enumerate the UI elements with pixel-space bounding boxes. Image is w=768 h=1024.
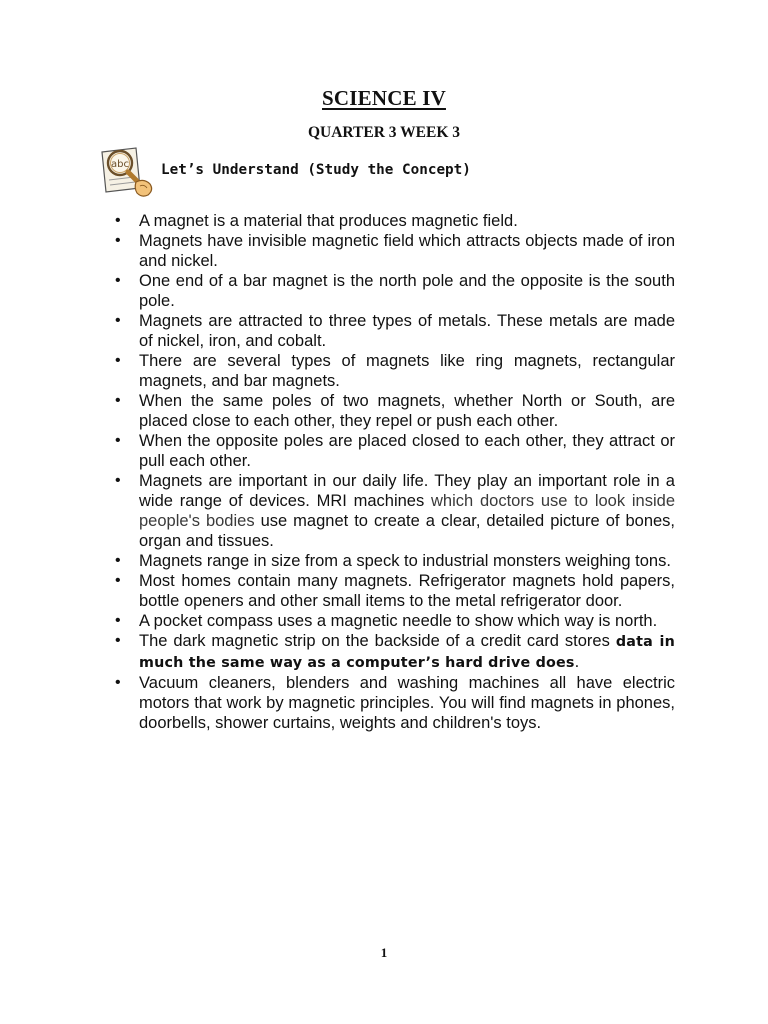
bullet-list (114, 211, 675, 733)
list-item-text: use magnet to create a clear, detailed picture of bones, organ and tissues. (139, 512, 676, 550)
list-item: • Magnets have invisible magnetic field which attracts objects made of iron and nickel. (114, 231, 675, 271)
list-item (114, 631, 675, 673)
section-heading: Let’s Understand (Study the Concept) (161, 162, 471, 178)
list-item: • Magnets are attracted to three types of metals. These metals are made of nickel, iron, and cobalt. (114, 311, 675, 351)
list-item (114, 471, 675, 551)
list-item-text: The dark magnetic strip on the backside of a credit card stores (139, 632, 616, 650)
magnifier-on-document-icon (96, 142, 158, 200)
list-item: • When the opposite poles are placed closed to each other, they attract or pull each other. (114, 431, 675, 471)
list-item: • A pocket compass uses a magnetic needle to show which way is north. (114, 611, 675, 631)
icon-letters: abc (111, 159, 129, 170)
list-item: • When the same poles of two magnets, whether North or South, are placed close to each other, they repel or push each other. (114, 391, 675, 431)
list-item: • There are several types of magnets like ring magnets, rectangular magnets, and bar magnets. (114, 351, 675, 391)
list-item: • One end of a bar magnet is the north pole and the opposite is the south pole. (114, 271, 675, 311)
list-item-text: . (574, 653, 580, 671)
list-item: • Most homes contain many magnets. Refrigerator magnets hold papers, bottle openers and other small items to the metal refrigerator door. (114, 571, 675, 611)
list-item-text-muted: which doctors use to look inside people's bodies (139, 492, 675, 530)
list-item-text: Magnets are important in our daily life. They play an important role in a wide range of devices. MRI machines (139, 472, 675, 510)
list-item: • Magnets range in size from a speck to industrial monsters weighing tons. (114, 551, 675, 571)
page-title: SCIENCE IV (322, 86, 446, 110)
list-item: • A magnet is a material that produces magnetic field. (114, 211, 675, 231)
page-number: 1 (380, 945, 388, 960)
list-item: • Vacuum cleaners, blenders and washing machines all have electric motors that work by magnetic principles. You will find magnets in phones, doorbells, shower curtains, weights and children's toys. (114, 673, 675, 733)
list-item-text-bold: data in much the same way as a computer’s hard drive does (139, 634, 675, 671)
page-subtitle: QUARTER 3 WEEK 3 (307, 124, 461, 141)
